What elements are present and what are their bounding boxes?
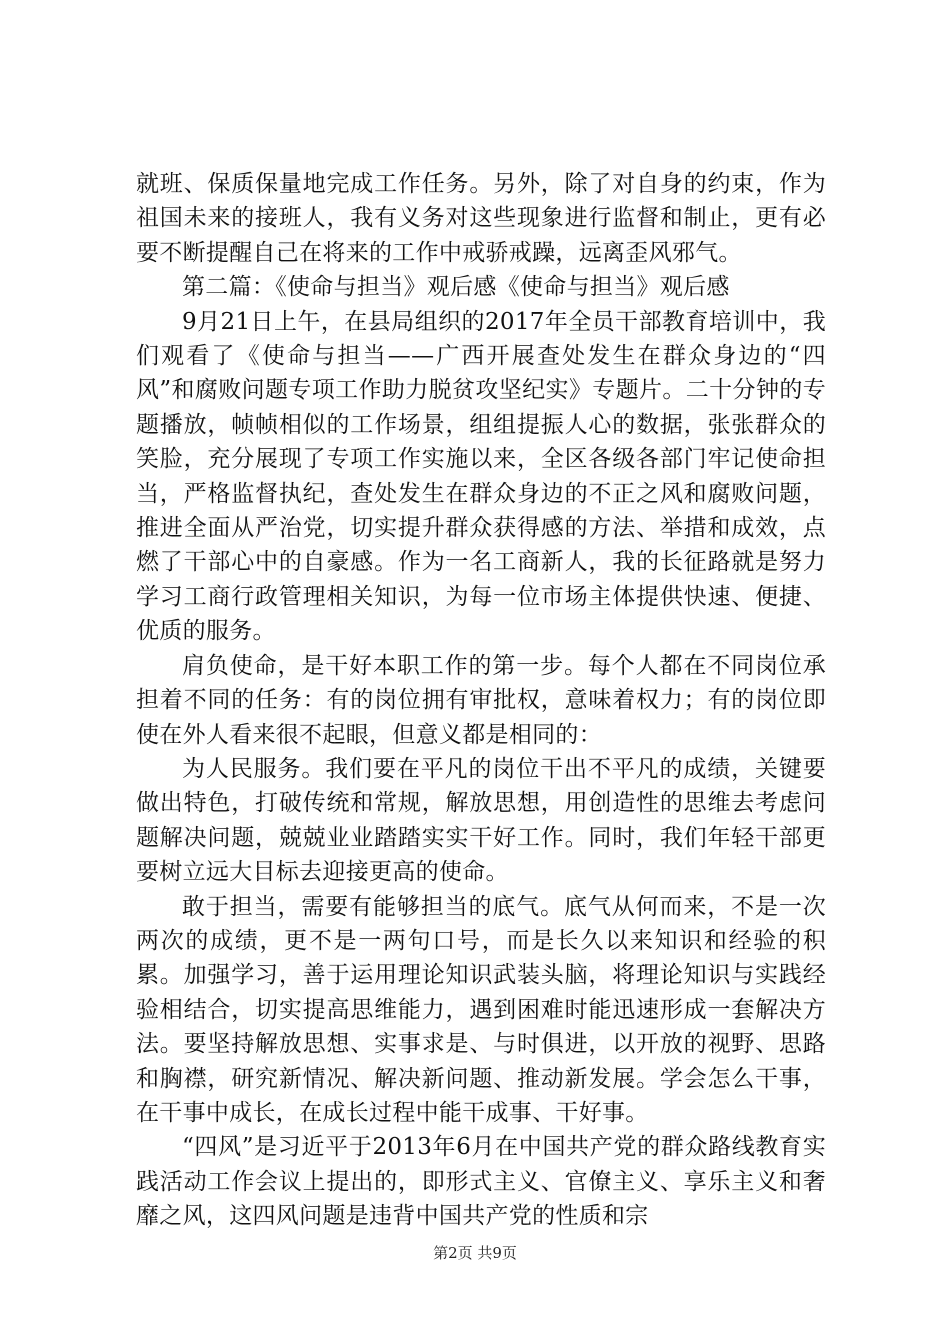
paragraph: 9月21日上午，在县局组织的2017年全员干部教育培训中，我们观看了《使命与担当——广西开展查处发生在群众身边的“四风”和腐败问题专项工作助力脱贫攻坚纪实》专题片。二十分钟的专题播放，帧帧相似的工作场景，组组提振人心的数据，张张群众的笑脸，充分展现了专项工作实施以来，全区各级各部门牢记使命担当，严格监督执纪，查处发生在群众身边的不正之风和腐败问题，推进全面从严治党，切实提升群众获得感的方法、举措和成效，点燃了干部心中的自豪感。作为一名工商新人，我的长征路就是努力学习工商行政管理相关知识，为每一位市场主体提供快速、便捷、优质的服务。 [136,308,826,645]
section-heading: 第二篇：《使命与担当》观后感《使命与担当》观后感 [182,274,730,301]
paragraph: 敢于担当，需要有能够担当的底气。底气从何而来，不是一次两次的成绩，更不是一两句口号，而是长久以来知识和经验的积累。加强学习，善于运用理论知识武装头脑，将理论知识与实践经验相结合，切实提高思维能力，遇到困难时能迅速形成一套解决方法。要坚持解放思想、实事求是、与时俱进，以开放的视野、思路和胸襟，研究新情况、解决新问题、推动新发展。学会怎么干事，在干事中成长，在成长过程中能干成事、干好事。 [136,893,826,1126]
paragraph: “四风”是习近平于2013年6月在中国共产党的群众路线教育实践活动工作会议上提出的，即形式主义、官僚主义、享乐主义和奢靡之风，这四风问题是违背中国共产党的性质和宗 [136,1134,826,1230]
paragraph-continuation: 就班、保质保量地完成工作任务。另外，除了对自身的约束，作为祖国未来的接班人，我有义务对这些现象进行监督和制止，更有必要不断提醒自己在将来的工作中戒骄戒躁，远离歪风邪气。 [136,171,826,266]
page-footer: 第2页 共9页 [433,1244,517,1262]
paragraph: 为人民服务。我们要在平凡的岗位干出不平凡的成绩，关键要做出特色，打破传统和常规，解放思想，用创造性的思维去考虑问题解决问题，兢兢业业踏踏实实干好工作。同时，我们年轻干部更要树立远大目标去迎接更高的使命。 [136,755,826,886]
document-body [136,167,826,1234]
paragraph: 肩负使命，是干好本职工作的第一步。每个人都在不同岗位承担着不同的任务：有的岗位拥有审批权，意味着权力；有的岗位即使在外人看来很不起眼，但意义都是相同的： [136,652,826,748]
